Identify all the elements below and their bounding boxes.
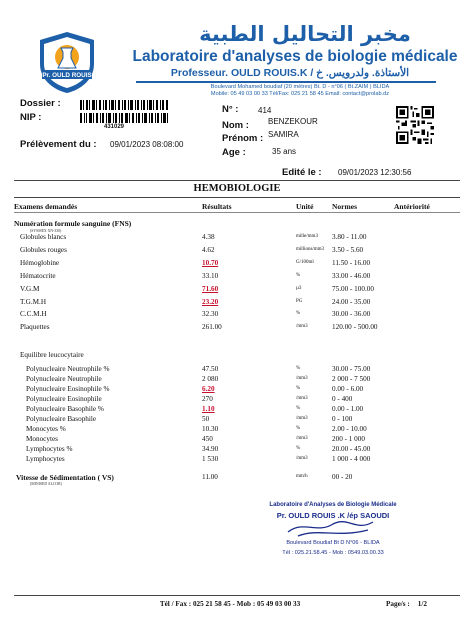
exam-norms: 0.00 - 1.00 — [332, 405, 364, 413]
exam-result: 11.00 — [202, 473, 218, 481]
exam-unit: % — [296, 311, 301, 316]
exam-unit: % — [296, 366, 301, 371]
exam-result-abnormal: 10.70 — [202, 259, 219, 267]
exam-unit: % — [296, 446, 301, 451]
exam-unit: G/100ml — [296, 260, 314, 265]
nom-label: Nom : — [222, 120, 249, 131]
exam-result: 2 080 — [202, 375, 219, 383]
exam-norms: 3.80 - 11.00 — [332, 233, 367, 241]
exam-norms: 2.00 - 10.00 — [332, 425, 367, 433]
exam-name: Polynucleaire Basophile — [26, 415, 97, 423]
table-row — [0, 395, 474, 405]
table-row — [0, 233, 474, 243]
exam-name: Polynucleaire Neutrophile — [26, 375, 102, 383]
stamp-line-3: Boulevard Boudiaf Bt D N°06 - BLIDA — [286, 540, 380, 546]
table-row — [0, 405, 474, 415]
table-row — [0, 435, 474, 445]
exam-name: C.C.M.H — [20, 310, 47, 318]
exam-unit: % — [296, 386, 301, 391]
fns-title: Numération formule sanguine (FNS) — [14, 219, 132, 228]
table-row — [0, 259, 474, 269]
lab-title-arabic: مخبر التحاليل الطبية — [199, 22, 411, 46]
table-top-rule — [14, 180, 460, 181]
exam-norms: 11.50 - 16.00 — [332, 259, 371, 267]
table-row — [0, 323, 474, 333]
exam-name: T.G.M.H — [20, 298, 47, 306]
exam-unit: millions/mm3 — [296, 247, 325, 252]
fns-method: (SYSMEX XN-330) — [30, 229, 62, 233]
stamp-line-2: Pr. OULD ROUIS .K /ép SAOUDI — [276, 511, 390, 520]
exam-result-abnormal: 6.20 — [202, 385, 215, 393]
exam-name: Polynucleaire Neutrophile % — [26, 365, 110, 373]
vs-title: Vitesse de Sédimentation ( VS) — [16, 473, 114, 482]
table-row — [0, 298, 474, 308]
footer-contact: Tél / Fax : 025 21 58 45 - Mob : 05 49 03 00 33 — [159, 600, 301, 608]
prelevement-value: 09/01/2023 08:08:00 — [110, 140, 184, 149]
exam-result: 50 — [202, 415, 210, 423]
exam-unit: /mm3 — [296, 436, 308, 441]
exam-name: Hématocrite — [20, 272, 56, 280]
exam-result-abnormal: 1.10 — [202, 405, 215, 413]
exam-unit: /mm3 — [296, 324, 308, 329]
table-row — [0, 310, 474, 320]
header-rule — [14, 212, 460, 213]
stamp-line-1: Laboratoire d'Analyses de Biologie Médicale — [269, 502, 397, 508]
exam-unit: /mm3 — [296, 456, 308, 461]
col-header-unit: Unité — [296, 202, 314, 211]
n-value: 414 — [258, 106, 272, 115]
edite-label: Edité le : — [282, 167, 322, 178]
table-row — [0, 445, 474, 455]
exam-norms: 3.50 - 5.60 — [332, 246, 364, 254]
exam-result: 270 — [202, 395, 213, 403]
table-row — [0, 365, 474, 375]
exam-name: Plaquettes — [20, 323, 50, 331]
exam-unit: % — [296, 273, 301, 278]
exam-name: Monocytes % — [26, 425, 66, 433]
prenom-label: Prénom : — [222, 133, 264, 144]
exam-norms: 00 - 20 — [332, 473, 353, 481]
exam-name: Polynucleaire Eosinophile % — [26, 385, 110, 393]
exam-unit: /mm3 — [296, 396, 308, 401]
table-row — [0, 455, 474, 465]
signature-mark — [288, 522, 373, 536]
exam-norms: 24.00 - 35.00 — [332, 298, 371, 306]
vs-method: (MINISED ALCOR) — [30, 482, 62, 486]
n-label: N° : — [222, 104, 239, 115]
edite-value: 09/01/2023 12:30:56 — [338, 168, 412, 177]
professor-name: Professeur. OULD ROUIS.K / الأستاذة. ولدرويس. خ — [170, 67, 410, 79]
prelevement-label: Prélèvement du : — [20, 139, 97, 150]
exam-result: 261.00 — [202, 323, 222, 331]
table-row — [0, 385, 474, 395]
exam-name: Polynucleaire Eosinophile — [26, 395, 102, 403]
table-row — [0, 272, 474, 282]
pages-label: Page/s : — [386, 600, 410, 608]
col-header-exam: Examens demandés — [14, 202, 78, 211]
col-header-result: Résultats — [202, 202, 232, 211]
exam-unit: PG — [296, 299, 303, 304]
exam-norms: 0 - 100 — [332, 415, 353, 423]
exam-unit: % — [296, 426, 301, 431]
table-row — [0, 285, 474, 295]
exam-norms: 0.00 - 6.00 — [332, 385, 364, 393]
exam-result-abnormal: 23.20 — [202, 298, 219, 306]
exam-name: Globules blancs — [20, 233, 67, 241]
equilibre-title: Equilibre leucocytaire — [20, 351, 84, 359]
dossier-label: Dossier : — [20, 98, 61, 109]
exam-name: Polynucleaire Basophile % — [26, 405, 104, 413]
exam-result: 450 — [202, 435, 213, 443]
table-row — [0, 415, 474, 425]
exam-unit: /mm3 — [296, 416, 308, 421]
dossier-barcode — [80, 100, 168, 110]
nip-label: NIP : — [20, 112, 42, 123]
stamp-line-4: Tél : 025.21.58.45 - Mob : 0549.03.00.33 — [282, 550, 384, 556]
table-row — [0, 375, 474, 385]
exam-result-abnormal: 71.60 — [202, 285, 219, 293]
exam-result: 33.10 — [202, 272, 219, 280]
exam-result: 32.30 — [202, 310, 219, 318]
col-header-prior: Antériorité — [394, 202, 430, 211]
exam-norms: 1 000 - 4 000 — [332, 455, 371, 463]
exam-norms: 0 - 400 — [332, 395, 353, 403]
col-header-norms: Normes — [332, 202, 357, 211]
table-row — [0, 425, 474, 435]
logo-text: Pr. OULD ROUIS — [42, 72, 92, 79]
exam-name: Lymphocytes — [26, 455, 65, 463]
page-indicator — [386, 600, 427, 608]
exam-norms: 30.00 - 75.00 — [332, 365, 371, 373]
lab-stamp — [258, 498, 408, 558]
exam-result: 1 530 — [202, 455, 219, 463]
exam-unit: mm/h — [296, 474, 308, 479]
exam-result: 34.90 — [202, 445, 219, 453]
exam-norms: 120.00 - 500.00 — [332, 323, 378, 331]
exam-name: Hémoglobine — [20, 259, 60, 267]
exam-name: Lymphocytes % — [26, 445, 73, 453]
section-rule — [14, 197, 460, 198]
table-row — [0, 473, 474, 483]
exam-unit: µ3 — [296, 286, 302, 291]
qr-code — [396, 106, 434, 144]
age-value: 35 ans — [272, 147, 297, 156]
age-label: Age : — [222, 147, 246, 158]
footer-rule — [14, 595, 460, 596]
exam-norms: 33.00 - 46.00 — [332, 272, 371, 280]
exam-name: Monocytes — [26, 435, 58, 443]
exam-norms: 200 - 1 000 — [332, 435, 365, 443]
exam-result: 47.50 — [202, 365, 219, 373]
lab-address: Boulevard Mohamed boudiaf (20 mètres) Bt. D - n°06 ( Bt.ZAIM ) BLIDA — [210, 84, 390, 90]
exam-norms: 2 000 - 7 500 — [332, 375, 371, 383]
exam-norms: 20.00 - 45.00 — [332, 445, 371, 453]
exam-name: Globules rouges — [20, 246, 67, 254]
exam-result: 10.30 — [202, 425, 219, 433]
exam-name: V.G.M — [20, 285, 40, 293]
exam-unit: mille/mm3 — [296, 234, 318, 239]
lab-contacts: Mobile: 05 49 03 00 33 Tél/Fax: 025 21 58 45 Email: contact@prolab.dz — [210, 91, 390, 97]
nom-value: BENZEKOUR — [268, 117, 318, 126]
exam-result: 4.62 — [202, 246, 215, 254]
barcode-number: 431029 — [104, 124, 125, 130]
lab-logo — [36, 30, 98, 94]
exam-unit: /mm3 — [296, 376, 308, 381]
prenom-value: SAMIRA — [268, 130, 299, 139]
lab-title-french: Laboratoire d'analyses de biologie médicale — [132, 48, 458, 65]
section-title: HEMOBIOLOGIE — [193, 183, 281, 194]
exam-result: 4.38 — [202, 233, 215, 241]
table-row — [0, 246, 474, 256]
pages-value: 1/2 — [417, 600, 427, 608]
header-divider — [136, 81, 436, 83]
nip-barcode — [80, 113, 168, 123]
exam-norms: 75.00 - 100.00 — [332, 285, 374, 293]
exam-unit: % — [296, 406, 301, 411]
exam-norms: 30.00 - 36.00 — [332, 310, 371, 318]
